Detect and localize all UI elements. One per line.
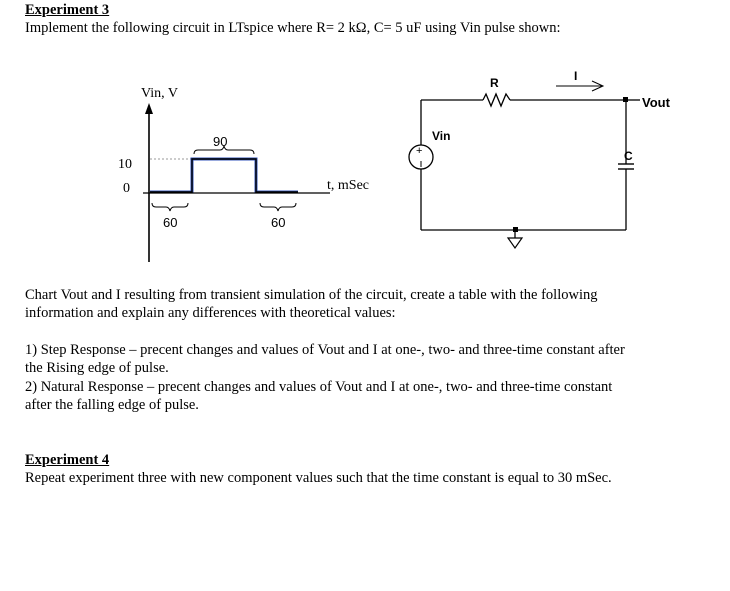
current-label: I [574,69,578,83]
source-label: Vin [432,129,451,143]
experiment-4-instruction: Repeat experiment three with new component values such that the time constant is equal to 30 mSec. [25,470,612,486]
source-plus-icon: + [416,145,423,157]
capacitor-label: C [624,149,633,163]
natural-response-line-1: 2) Natural Response – precent changes and values of Vout and I at one-, two- and three-time constant [25,379,613,395]
step-response-line-2: the Rising edge of pulse. [25,360,169,376]
pulse-x-label: t, mSec [327,178,369,193]
chart-instruction-line-1: Chart Vout and I resulting from transient simulation of the circuit, create a table with the following [25,287,598,303]
pulse-delay-label: 60 [163,215,178,230]
pulse-tick-0: 0 [123,181,130,196]
pulse-y-label: Vin, V [141,86,179,101]
pulse-after-label: 60 [271,215,286,230]
experiment-3-instruction: Implement the following circuit in LTspice where R= 2 kΩ, C= 5 uF using Vin pulse shown: [25,20,561,36]
ground-node [513,227,518,232]
chart-instruction-line-2: information and explain any differences with theoretical values: [25,305,396,321]
vout-label: Vout [642,95,670,110]
experiment-4-heading: Experiment 4 [25,452,110,468]
resistor-label: R [490,76,499,90]
resistor-symbol [483,94,510,106]
step-response-line-1: 1) Step Response – precent changes and values of Vout and I at one-, two- and three-time constant after [25,342,625,358]
pulse-width-label: 90 [213,134,228,149]
ground-icon [508,238,522,248]
pulse-tick-10: 10 [118,157,132,172]
experiment-3-heading: Experiment 3 [25,2,110,18]
natural-response-line-2: after the falling edge of pulse. [25,397,199,413]
